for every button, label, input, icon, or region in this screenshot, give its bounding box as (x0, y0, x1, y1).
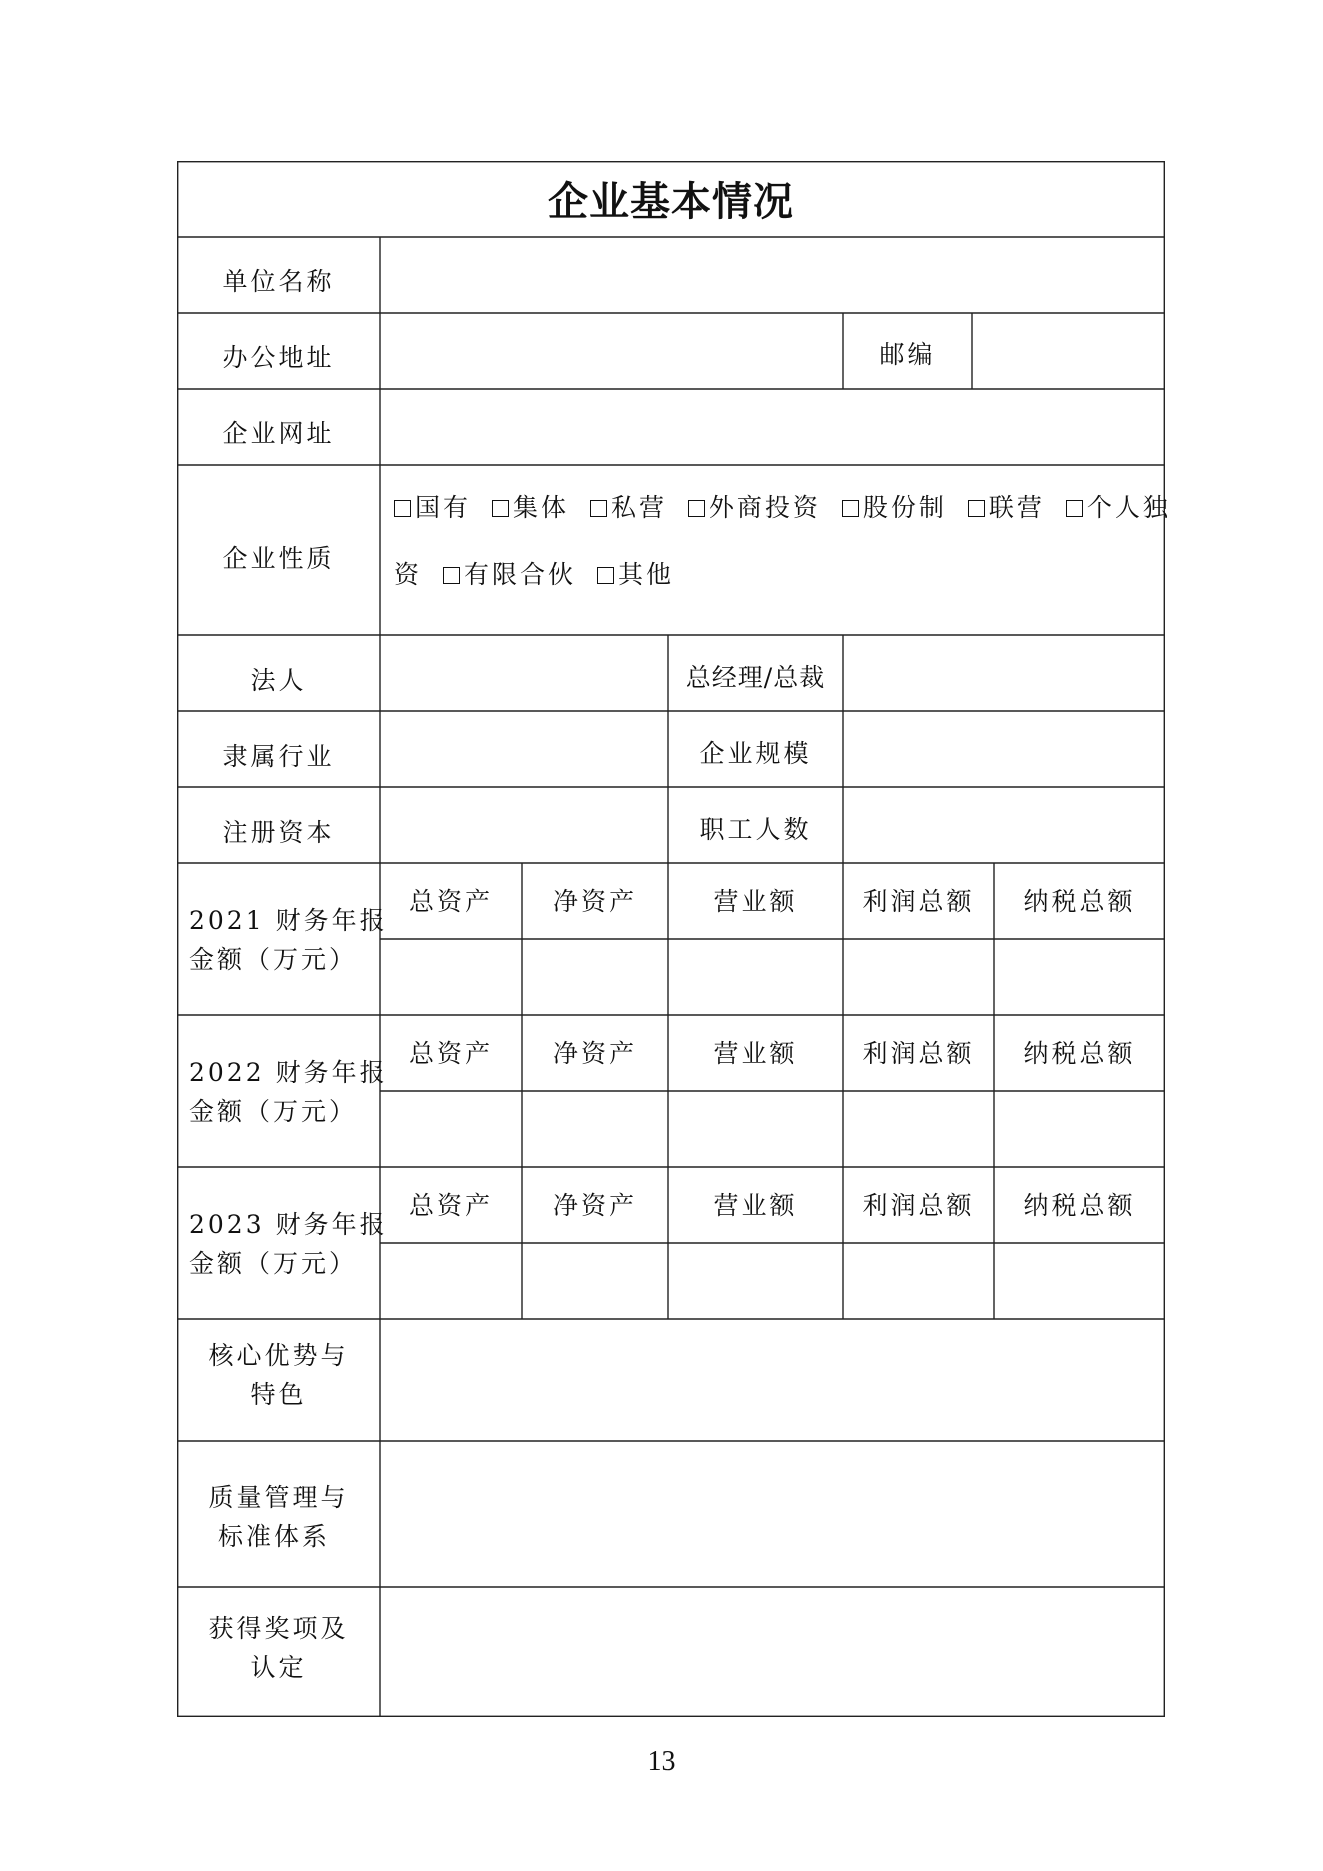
finance-2021-col-net-assets: 净资产 (552, 887, 637, 916)
finance-2023-label-line2: 金额（万元） (189, 1249, 358, 1278)
finance-2021-label-line1: 2021 财务年报 (189, 906, 388, 935)
nature-options-line2 (394, 560, 674, 590)
finance-2021-col-total-tax: 纳税总额 (1023, 887, 1136, 916)
general-manager-label: 总经理/总裁 (685, 663, 826, 692)
finance-2022-label-line1: 2022 财务年报 (189, 1058, 388, 1087)
checkbox-icon[interactable] (968, 500, 985, 517)
nature-option-foreign[interactable]: 外商投资 (688, 493, 821, 522)
quality-mgmt-label-line2: 标准体系 (218, 1522, 331, 1551)
nature-option-other[interactable]: 其他 (597, 560, 674, 589)
website-label: 企业网址 (222, 419, 335, 448)
core-advantage-label-line2: 特色 (250, 1380, 307, 1409)
nature-option-joint-stock[interactable]: 股份制 (842, 493, 947, 522)
nature-option-limited-partnership[interactable]: 有限合伙 (443, 560, 576, 589)
quality-mgmt-label-line1: 质量管理与 (208, 1483, 349, 1512)
checkbox-icon[interactable] (842, 500, 859, 517)
office-address-label: 办公地址 (222, 343, 335, 372)
finance-2022-col-revenue: 营业额 (713, 1039, 798, 1068)
finance-2022-label-line2: 金额（万元） (189, 1097, 358, 1126)
checkbox-icon[interactable] (1066, 500, 1083, 517)
checkbox-icon[interactable] (443, 567, 460, 584)
checkbox-icon[interactable] (688, 500, 705, 517)
nature-label: 企业性质 (222, 544, 335, 573)
registered-capital-label: 注册资本 (222, 818, 335, 847)
unit-name-label: 单位名称 (222, 267, 335, 296)
finance-2023-col-revenue: 营业额 (713, 1191, 798, 1220)
scale-label: 企业规模 (699, 739, 812, 768)
nature-option-sole-proprietor[interactable]: 个人独 (1066, 493, 1171, 522)
finance-2023-col-total-profit: 利润总额 (862, 1191, 975, 1220)
industry-label: 隶属行业 (222, 742, 335, 771)
finance-2023-col-net-assets: 净资产 (552, 1191, 637, 1220)
form-title: 企业基本情况 (548, 179, 794, 225)
finance-2021-col-total-assets: 总资产 (408, 887, 493, 916)
legal-person-label: 法人 (250, 666, 307, 695)
postcode-label: 邮编 (879, 340, 936, 369)
nature-option-joint-venture[interactable]: 联营 (968, 493, 1045, 522)
finance-2023-col-total-tax: 纳税总额 (1023, 1191, 1136, 1220)
awards-label-line1: 获得奖项及 (208, 1614, 349, 1643)
checkbox-icon[interactable] (597, 567, 614, 584)
staff-count-label: 职工人数 (699, 815, 812, 844)
checkbox-icon[interactable] (590, 500, 607, 517)
nature-option-sole-proprietor-cont: 资 (394, 560, 423, 589)
nature-option-state[interactable]: 国有 (394, 493, 471, 522)
finance-2021-col-revenue: 营业额 (713, 887, 798, 916)
core-advantage-label-line1: 核心优势与 (208, 1341, 349, 1370)
finance-2021-col-total-profit: 利润总额 (862, 887, 975, 916)
finance-2022-col-total-tax: 纳税总额 (1023, 1039, 1136, 1068)
nature-option-collective[interactable]: 集体 (492, 493, 569, 522)
finance-2022-col-total-assets: 总资产 (408, 1039, 493, 1068)
finance-2022-col-net-assets: 净资产 (552, 1039, 637, 1068)
awards-label-line2: 认定 (250, 1653, 307, 1682)
nature-option-private[interactable]: 私营 (590, 493, 667, 522)
enterprise-info-form (177, 161, 1171, 1717)
finance-2022-col-total-profit: 利润总额 (862, 1039, 975, 1068)
nature-options-line1 (394, 493, 1171, 523)
checkbox-icon[interactable] (394, 500, 411, 517)
finance-2023-label-line1: 2023 财务年报 (189, 1210, 388, 1239)
page-number: 13 (647, 1746, 676, 1777)
finance-2023-col-total-assets: 总资产 (408, 1191, 493, 1220)
finance-2021-label-line2: 金额（万元） (189, 945, 358, 974)
checkbox-icon[interactable] (492, 500, 509, 517)
